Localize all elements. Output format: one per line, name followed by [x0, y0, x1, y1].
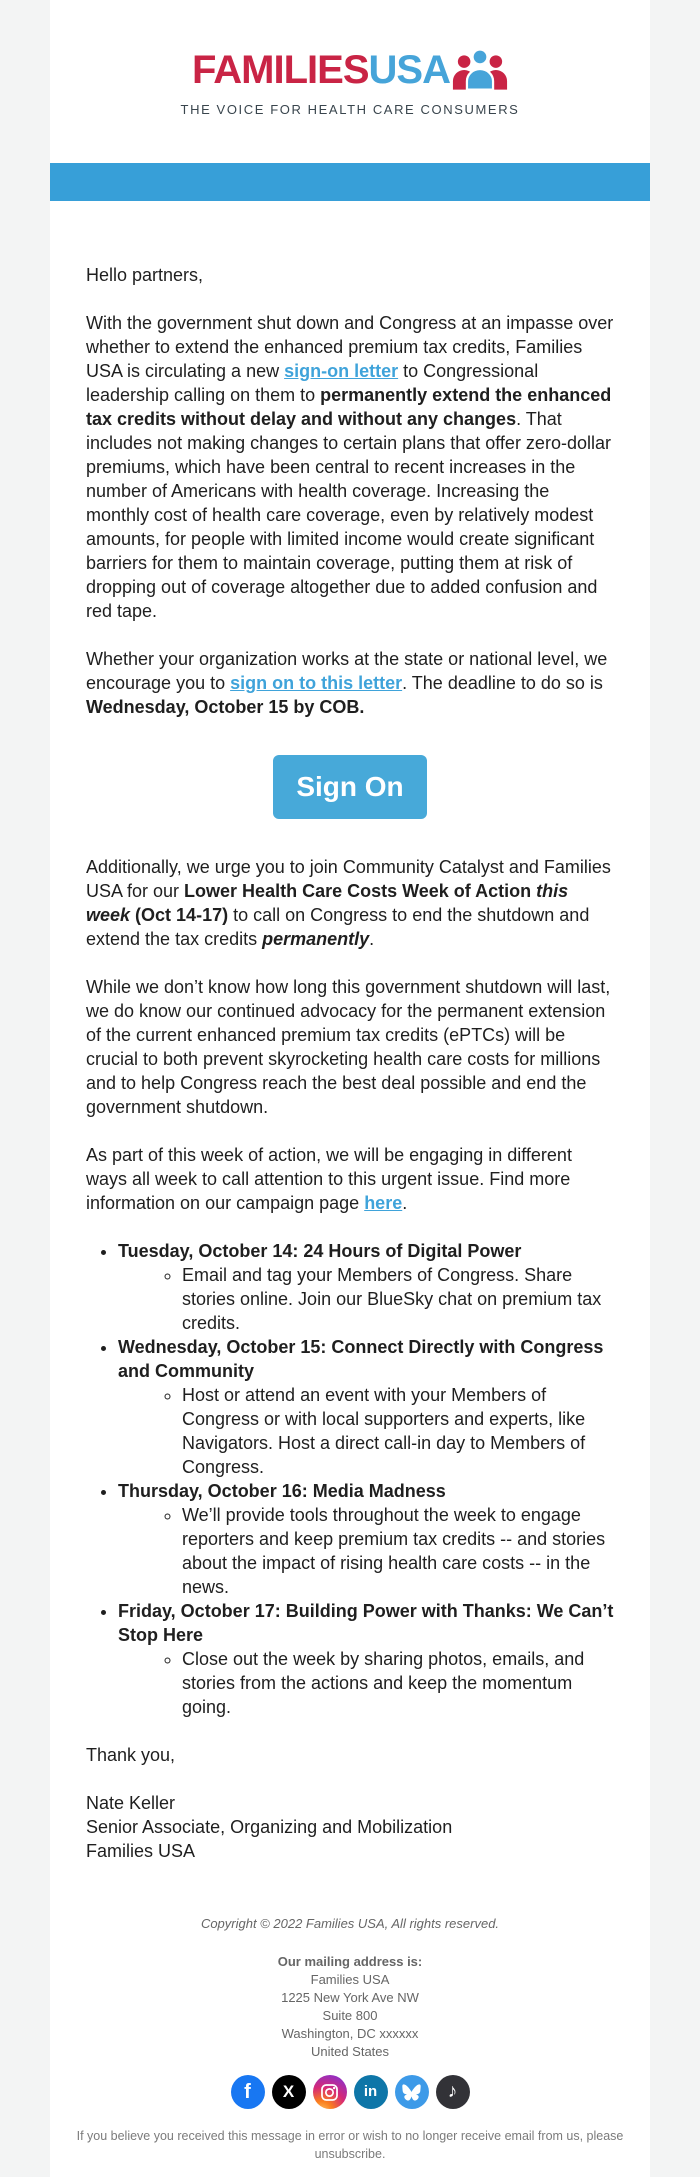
logo-text-families: FAMILIES: [192, 48, 369, 92]
bluesky-butterfly-glyph: [402, 2084, 421, 2101]
families-usa-logo[interactable]: [192, 50, 508, 96]
p3-text-3: .: [369, 929, 375, 949]
instagram-icon[interactable]: [313, 2075, 347, 2109]
greeting: Hello partners,: [86, 265, 204, 285]
x-twitter-icon[interactable]: [272, 2075, 306, 2109]
p2-text-1: Whether your organization works at the state or national level, we encourage you to: [86, 649, 608, 693]
p5-text-1: As part of this week of action, we will be engaging in different ways all week to call attention to this urgent issue. Find more information on our campaign page: [86, 1145, 572, 1213]
closing-thanks: Thank you,: [86, 1745, 176, 1765]
p1-text-1: With the government shut down and Congress at an impasse over whether to extend the enhanced premium tax credits, Families USA is circulating a new: [86, 313, 614, 381]
p3-text-2: to call on Congress to end the shutdown and extend the tax credits: [86, 905, 590, 949]
linkedin-glyph: in: [363, 2083, 378, 2100]
list-item-friday: [118, 1599, 614, 1719]
p2-deadline-bold: Wednesday, October 15 by COB.: [86, 697, 365, 717]
bluesky-icon[interactable]: [395, 2075, 429, 2109]
signature-title: Senior Associate, Organizing and Mobilization: [86, 1817, 453, 1837]
sign-on-to-letter-link[interactable]: sign on to this letter: [230, 673, 403, 693]
address-line-suite: Suite 800: [322, 2008, 378, 2023]
email-header: [50, 0, 650, 117]
paragraph-3: [86, 855, 614, 951]
email-footer: [50, 1869, 650, 2177]
list-item-thursday: [118, 1479, 614, 1599]
list-subitem: ◦ Host or attend an event with your Members of Congress or with local supporters and experts, like Navigators. Host a direct call-in day to Members of Congress.: [182, 1383, 614, 1479]
linkedin-icon[interactable]: [354, 2075, 388, 2109]
facebook-icon[interactable]: [231, 2075, 265, 2109]
p3-bold-italic-2: permanently: [262, 929, 370, 949]
list-item-title: Thursday, October 16: Media Madness: [118, 1481, 446, 1501]
list-item-tuesday: [118, 1239, 614, 1335]
p2-text-2: . The deadline to do so is: [402, 673, 603, 693]
email-content: [50, 201, 650, 1869]
sign-on-letter-link[interactable]: sign-on letter: [284, 361, 399, 381]
logo-tagline: THE VOICE FOR HEALTH CARE CONSUMERS: [180, 102, 520, 117]
address-line-country: United States: [310, 2044, 390, 2059]
copyright-text: Copyright © 2022 Families USA, All rights reserved.: [200, 1916, 500, 1931]
week-of-action-list: [86, 1239, 614, 1719]
p3-bold-1: Lower Health Care Costs Week of Action: [184, 881, 537, 901]
x-glyph: X: [282, 2082, 295, 2101]
list-item-wednesday: [118, 1335, 614, 1479]
sign-on-button[interactable]: Sign On: [273, 755, 426, 819]
list-item-title: Wednesday, October 15: Connect Directly with Congress and Community: [118, 1337, 604, 1381]
cta-container: [86, 755, 614, 819]
signature-name: Nate Keller: [86, 1793, 176, 1813]
blue-accent-bar: [50, 163, 650, 201]
p3-bold-2: (Oct 14-17): [130, 905, 229, 925]
tiktok-glyph: ♪: [447, 2081, 458, 2102]
unsubscribe-disclaimer: If you believe you received this message in error or wish to no longer receive email from us, please unsubscribe.: [76, 2129, 624, 2161]
p3-bold-italic-1: this week: [86, 881, 569, 925]
list-subitem: ◦ Email and tag your Members of Congress. Share stories online. Join our BlueSky chat on premium tax credits.: [182, 1263, 614, 1335]
address-line-org: Families USA: [310, 1972, 390, 1987]
address-line-city: Washington, DC xxxxxx: [281, 2026, 419, 2041]
logo-text-usa: USA: [368, 48, 450, 92]
facebook-glyph: f: [244, 2081, 251, 2103]
tiktok-icon[interactable]: [436, 2075, 470, 2109]
paragraph-4: While we don’t know how long this government shutdown will last, we do know our continued advocacy for the permanent extension of the current enhanced premium tax credits (ePTCs) will be crucial to both prevent skyrocketing health care costs for millions and to help Congress reach the best deal possible and end the government shutdown.: [86, 977, 611, 1117]
list-item-title: Friday, October 17: Building Power with Thanks: We Can’t Stop Here: [118, 1601, 614, 1645]
paragraph-5: [86, 1143, 614, 1215]
p5-text-2: .: [402, 1193, 408, 1213]
campaign-page-here-link[interactable]: here: [364, 1193, 403, 1213]
family-figures-icon: [452, 48, 508, 96]
email-body-card: [50, 0, 650, 2177]
instagram-camera-glyph: [320, 2083, 339, 2102]
mailing-address-label: Our mailing address is:: [277, 1954, 423, 1969]
social-icons-row: [50, 2075, 650, 2109]
p3-text-1: Additionally, we urge you to join Community Catalyst and Families USA for our: [86, 857, 611, 901]
p1-bold: permanently extend the enhanced tax credits without delay and without any changes: [86, 385, 612, 429]
list-subitem: ◦ Close out the week by sharing photos, emails, and stories from the actions and keep the momentum going.: [182, 1647, 614, 1719]
p1-text-2: to Congressional leadership calling on them to: [86, 361, 539, 405]
signature-block: [86, 1791, 614, 1863]
p1-text-3: . That includes not making changes to certain plans that offer zero-dollar premiums, which have been central to recent increases in the number of Americans with health coverage. Increasing the monthly cost of health care coverage, even by relatively modest amounts, for people with limited income would create significant barriers for them to maintain coverage, putting them at risk of dropping out of coverage altogether due to added confusion and red tape.: [86, 409, 611, 621]
paragraph-2: [86, 647, 614, 719]
address-line-street: 1225 New York Ave NW: [281, 1990, 419, 2005]
list-item-title: Tuesday, October 14: 24 Hours of Digital Power: [118, 1241, 522, 1261]
list-subitem: ◦ We’ll provide tools throughout the week to engage reporters and keep premium tax credits -- and stories about the impact of rising health care costs -- in the news.: [182, 1503, 614, 1599]
paragraph-1: [86, 311, 614, 623]
signature-org: Families USA: [86, 1841, 196, 1861]
